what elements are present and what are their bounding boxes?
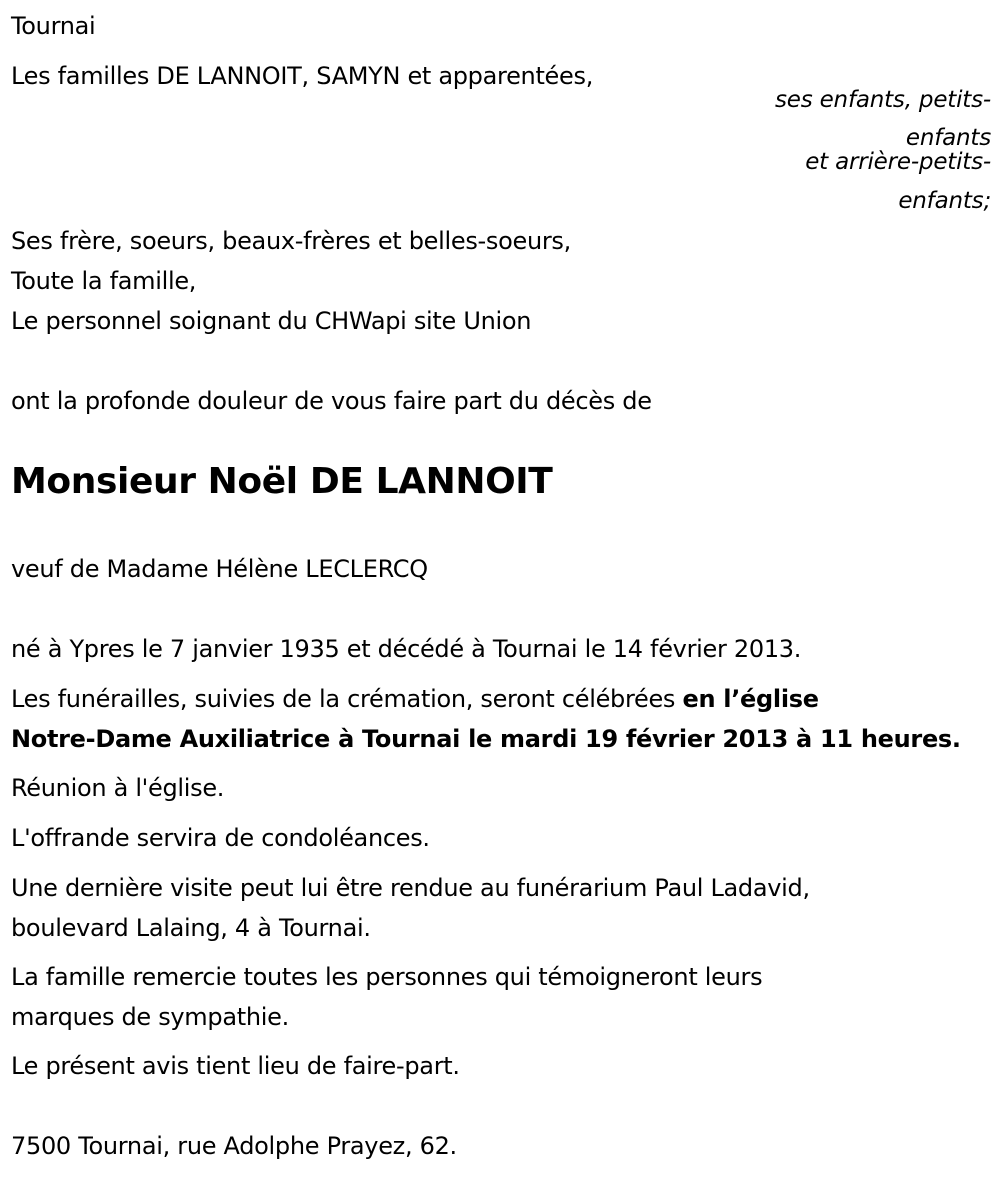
deceased-name: Monsieur Noël DE LANNOIT bbox=[11, 461, 553, 502]
thanks-line: marques de sympathie. bbox=[11, 1003, 289, 1031]
families-line: Les familles DE LANNOIT, SAMYN et apparentées, bbox=[11, 62, 594, 90]
offering: L'offrande servira de condoléances. bbox=[11, 824, 430, 852]
address: 7500 Tournai, rue Adolphe Prayez, 62. bbox=[11, 1132, 457, 1160]
thanks-line: La famille remercie toutes les personnes qui témoigneront leurs bbox=[11, 963, 763, 991]
descendants-line: enfants; bbox=[898, 188, 991, 214]
relatives-line: Le personnel soignant du CHWapi site Union bbox=[11, 307, 532, 335]
funeral-intro: Les funérailles, suivies de la crémation, seront célébrées bbox=[11, 685, 683, 713]
descendants-line: et arrière-petits- bbox=[805, 149, 991, 175]
funeral-line-2 bbox=[11, 719, 961, 759]
birth-death: né à Ypres le 7 janvier 1935 et décédé à Tournai le 14 février 2013. bbox=[11, 635, 802, 663]
notice-note: Le présent avis tient lieu de faire-part. bbox=[11, 1052, 460, 1080]
widower-of: veuf de Madame Hélène LECLERCQ bbox=[11, 555, 428, 583]
announcement: ont la profonde douleur de vous faire part du décès de bbox=[11, 387, 652, 415]
meeting: Réunion à l'église. bbox=[11, 774, 225, 802]
visit-line: Une dernière visite peut lui être rendue au funérarium Paul Ladavid, bbox=[11, 874, 810, 902]
descendants-line: enfants bbox=[905, 125, 991, 151]
relatives-line: Toute la famille, bbox=[11, 267, 197, 295]
funeral-line-1 bbox=[11, 679, 819, 719]
location: Tournai bbox=[11, 12, 96, 40]
descendants-line: ses enfants, petits- bbox=[774, 87, 991, 113]
relatives-line: Ses frère, soeurs, beaux-frères et belles-soeurs, bbox=[11, 227, 571, 255]
visit-line: boulevard Lalaing, 4 à Tournai. bbox=[11, 914, 371, 942]
funeral-date-time: Notre-Dame Auxiliatrice à Tournai le mardi 19 février 2013 à 11 heures. bbox=[11, 725, 961, 753]
funeral-church: en l’église bbox=[682, 685, 819, 713]
